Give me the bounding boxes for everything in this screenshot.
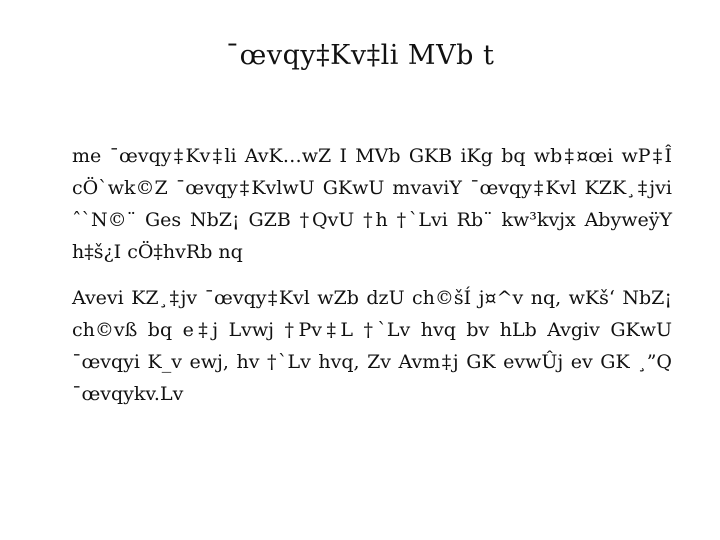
slide-body (72, 140, 672, 424)
body-paragraph-2: Avevi KZ¸‡jv ¯œvqy‡Kvl wZb dzU ch©šÍ j¤^v nq, wKš‘ NbZ¡ ch©vß bq e‡j Lvwj †Pv‡L †`Lv hvq bv hLb Avgiv GKwU ¯œvqyi K_v ewj, hv †`Lv hvq, Zv Avm‡j GK evwÛj ev GK ¸”Q ¯œvqykv.Lv (72, 287, 672, 405)
body-paragraph-1: me ¯œvqy‡Kv‡li AvK…wZ I MVb GKB iKg bq wb‡¤œi wP‡Î cÖ`wk©Z ¯œvqy‡KvlwU GKwU mvaviY ¯œvqy‡Kvl KZK¸‡jvi ˆ`N©¨ Ges NbZ¡ GZB †QvU †h †`Lvi Rb¨ kw³kvjx AbyweÿY h‡š¿I cÖ‡hvRb nq (72, 145, 672, 263)
slide-title: ¯œvqy‡Kv‡li MVb t (225, 40, 495, 71)
